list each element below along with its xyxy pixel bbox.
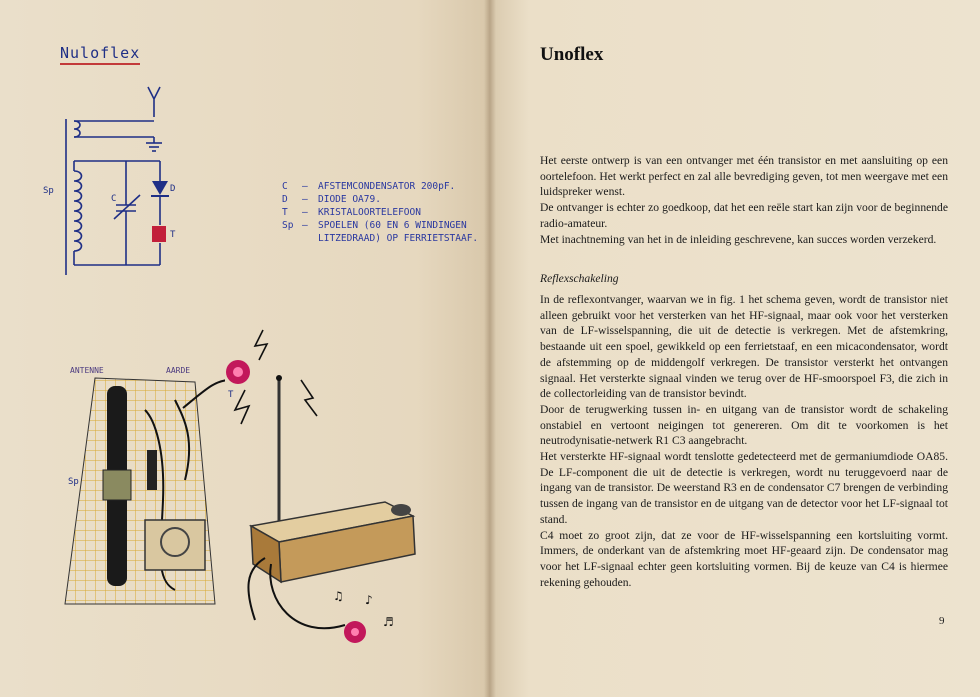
legend-row: Sp — SPOELEN (60 EN 6 WINDINGEN <box>282 220 467 231</box>
schematic-label-d: D <box>170 184 176 194</box>
paragraph: In de reflexontvanger, waarvan we in fig. 1 het schema geven, wordt de transistor niet alleen gebruikt voor het versterken van het HF-signaal, maar ook voor het versterken van de LF-wisselspanning, die uit de detectie is verkregen. Met de afstemkring, bestaande uit een spoel, gewikkeld op een ferrietstaaf, en een micacondensator, wordt de afstemming op de middengolf verkregen. De transistor versterkt het ontvangen signaal. Het versterkte signaal vinden we terug over de HF-smoorspoel F3, die zich in de collectorleiding van de transistor bevindt. <box>540 293 948 401</box>
legend-row: D — DIODE OA79. <box>282 194 381 205</box>
drawing-label-sp: Sp <box>68 477 79 487</box>
drawing-label-t: T <box>228 390 234 400</box>
drawing-label-antenne: ANTENNE <box>70 366 104 375</box>
schematic-label-t: T <box>170 230 176 240</box>
page-number: 9 <box>939 615 945 627</box>
body-text <box>540 292 948 590</box>
book-gutter <box>484 0 496 697</box>
paragraph: Het eerste ontwerp is van een ontvanger met één transistor en met aansluiting op een oortelefoon. Het werkt perfect en zal alle bevrediging geven, tot men weergave met een luidspreker wenst. <box>540 154 948 199</box>
page-title: Unoflex <box>540 44 604 65</box>
paragraph: C4 moet zo groot zijn, dat ze voor de HF-wisselspanning een kortsluiting vormt. Immers, de onderkant van de afstemkring moet HF-geaard zijn. De condensator mag voor het LF-signaal echter geen kortsluiting vormen. Bij de keuze van C4 is hiermee rekening gehouden. <box>540 528 948 589</box>
paragraph: Met inachtneming van het in de inleiding geschrevene, kan succes worden verzekerd. <box>540 232 937 246</box>
paragraph: Het versterkte HF-signaal wordt tenslotte gedetecteerd met de germaniumdiode OA85. De LF-component die uit de detectie is verkregen, wordt nu teruggevoerd naar de ingang van de transistor. De weerstand R3 en de condensator C7 brengen de verbinding tussen de ingang van de transistor en de uitgang van de detector voor het LF-signaal tot stand. <box>540 450 948 526</box>
receiver-box-illustration <box>205 320 475 650</box>
section-subheading: Reflexschakeling <box>540 272 619 285</box>
legend-continuation: LITZEDRAAD) OP FERRIETSTAAF. <box>318 233 479 244</box>
paragraph: De ontvanger is echter zo goedkoop, dat het een reële start kan zijn voor de beginnende radio-amateur. <box>540 201 948 230</box>
legend-row: C — AFSTEMCONDENSATOR 200pF. <box>282 181 456 192</box>
component-legend <box>282 180 478 245</box>
circuit-schematic <box>30 85 210 275</box>
schematic-label-c: C <box>111 194 117 204</box>
handwritten-title: Nuloflex <box>60 44 140 65</box>
intro-text <box>540 153 948 247</box>
drawing-label-aarde: AARDE <box>166 366 191 375</box>
schematic-label-sp: Sp <box>43 186 54 196</box>
legend-row: T — KRISTALOORTELEFOON <box>282 207 421 218</box>
radio-build-illustration <box>55 360 225 610</box>
paragraph: Door de terugwerking tussen in- en uitgang van de transistor wordt de schakeling onstabiel en vertoont neigingen tot genereren. Om dit te voorkomen is het neutrodynisatie-netwerk R1 C3 aangebracht. <box>540 402 948 448</box>
svg-text:♪: ♪ <box>365 593 373 607</box>
svg-text:♫: ♫ <box>333 589 344 603</box>
svg-text:♬: ♬ <box>383 615 394 629</box>
